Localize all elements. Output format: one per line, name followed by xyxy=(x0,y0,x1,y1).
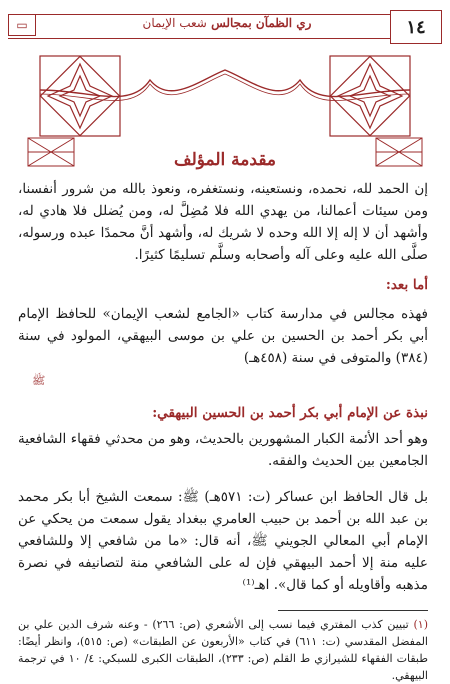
footnote xyxy=(18,616,428,684)
page-header xyxy=(8,12,442,42)
footnote-text: تبيين كذب المفتري فيما نسب إلى الأشعري (ص: ٢٦٦) - وعنه شرف الدين علي بن المفضل المقدسي (ت: ٦١١) في كتاب «الأربعون عن الطبقات» (ص: ٥١٥)، وانظر أيضًا: طبقات الفقهاء للشيرازي ط القلم (ص: ٢٣٣)، الطبقات الكبرى للسبكي: ٤/ ١٠ في ترجمة البيهقي. xyxy=(18,618,429,682)
running-title-sub: شعب الإيمان xyxy=(142,16,207,30)
paragraph-book-intro: فهذه مجالس في مدارسة كتاب «الجامع لشعب الإيمان» للحافظ الإمام أبي بكر أحمد بن الحسين بن علي بن موسى البيهقي، المولود في سنة (٣٨٤) والمتوفى في سنة (٤٥٨هـ) xyxy=(18,306,428,366)
book-icon: ▭ xyxy=(8,14,36,36)
footnote-number: (١) xyxy=(413,618,428,631)
bio-heading: نبذة عن الإمام أبي بكر أحمد بن الحسين البيهقي: xyxy=(152,405,428,421)
paragraph-amma-bad: أما بعد: xyxy=(385,277,428,293)
running-title xyxy=(72,16,382,30)
running-title-main: ري الظمآن بمجالس xyxy=(211,16,312,30)
page-number: ١٤ xyxy=(390,10,442,44)
paragraph-quote: بل قال الحافظ ابن عساكر (ت: ٥٧١هـ) ﷺ: سمعت الشيخ أبا بكر محمد بن عبد الله بن أحمد بن حبيب العامري ببغداد يقول سمعت من يحكي عن الإمام أبي المعالي الجويني ﷺ، أنه قال: «ما من شافعي إلا وللشافعي عليه منة إلا أحمد البيهقي فإن له على الشافعي منة لتصانيفه في نصرة مذهبه وأقاويله أو كما قال». اهـ⁽¹⁾ xyxy=(18,489,428,593)
header-rule-bottom xyxy=(8,38,442,39)
paragraph-bio: وهو أحد الأئمة الكبار المشهورين بالحديث، وهو من محدثي فقهاء الشافعية الجامعين بين الحديث والفقه. xyxy=(18,431,428,469)
footnote-separator xyxy=(278,610,428,611)
paragraph-opening: إن الحمد لله، نحمده، ونستعينه، ونستغفره، ونعوذ بالله من شرور أنفسنا، ومن سيئات أعمالنا، من يهدي الله فلا مُضِلَّ له، ومن يُضلل فلا هادي له، وأشهد أن لا إله إلا الله وحده لا شريك له، وأشهد أنَّ محمدًا عبده ورسوله، صلَّى الله عليه وعلى آله وأصحابه وسلَّم تسليمًا كثيرًا. xyxy=(18,181,428,263)
section-title: مقدمة المؤلف xyxy=(173,150,277,170)
header-rule-top xyxy=(8,14,442,15)
honorific-glyph: ﷺ xyxy=(32,374,46,387)
